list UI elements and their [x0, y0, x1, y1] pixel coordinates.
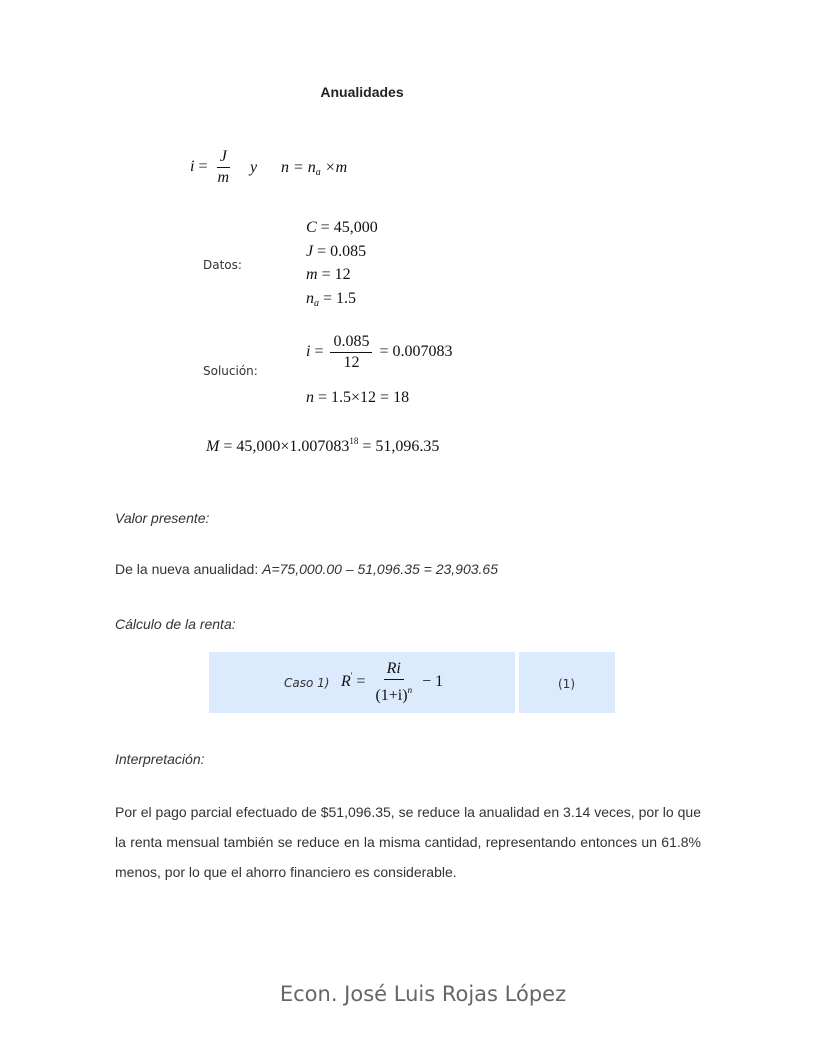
conjunction-y: y	[250, 159, 258, 176]
datos-years: $n_a = 1.5$	[306, 289, 357, 309]
future-value-formula: $M = 45,000\times 1.007083^{18} = 51,096.35$	[206, 436, 440, 455]
periods-expression: n = n	[281, 159, 316, 176]
fraction-numerator: Ri	[384, 660, 404, 680]
datos-label: Datos:	[203, 258, 242, 272]
interpretation-paragraph: Por el pago parcial efectuado de $51,096.35, se reduce la anualidad en 3.14 veces, por lo que la renta mensual también se reduce en la misma cantidad, representando entonces un 61.8% menos, por lo que el ahorro financiero es considerable.	[115, 804, 701, 880]
rent-fraction	[372, 660, 415, 705]
fraction-numerator: 0.085	[330, 333, 372, 353]
fraction-numerator: J	[217, 148, 230, 168]
periods-formula	[281, 159, 347, 178]
case-label: Caso 1)	[284, 676, 330, 690]
valor-presente-heading: Valor presente:	[115, 510, 210, 526]
rate-symbol: i	[190, 158, 195, 176]
page-title: Anualidades	[320, 84, 404, 100]
fraction-denominator: m	[217, 169, 230, 186]
rent-formula: R' = $\frac{Ri}{(1+i)^n}$ − 1	[341, 660, 444, 704]
calculo-renta-heading: Cálculo de la renta:	[115, 616, 236, 632]
interpretacion-heading: Interpretación:	[115, 751, 205, 767]
datos-list	[306, 216, 378, 315]
equals-sign: =	[198, 158, 208, 176]
solucion-rate: i = $\frac{0.085}{12}$ = 0.007083	[306, 333, 453, 371]
rate-formula	[190, 148, 235, 187]
datos-frequency: m = 12	[306, 266, 351, 283]
nueva-anualidad-line: De la nueva anualidad: A=75,000.00 – 51,096.35 = 23,903.65	[115, 561, 498, 577]
datos-capital: C = 45,000	[306, 219, 378, 236]
fraction-denominator: 12	[343, 354, 360, 371]
solucion-label: Solución:	[203, 364, 258, 378]
periods-subscript: a	[315, 167, 321, 178]
author-footer: Econ. José Luis Rojas López	[279, 982, 567, 1006]
equation-number: (1)	[558, 677, 575, 691]
fraction-denominator: $(1+i)^n$	[375, 685, 413, 704]
rate-fraction	[214, 148, 232, 187]
solucion-rate-fraction	[330, 333, 372, 372]
datos-nominal-rate: J = 0.085	[306, 242, 367, 260]
periods-multiplier: ×m	[324, 159, 348, 176]
solucion-periods: n = 1.5×12 = 18	[306, 389, 410, 406]
